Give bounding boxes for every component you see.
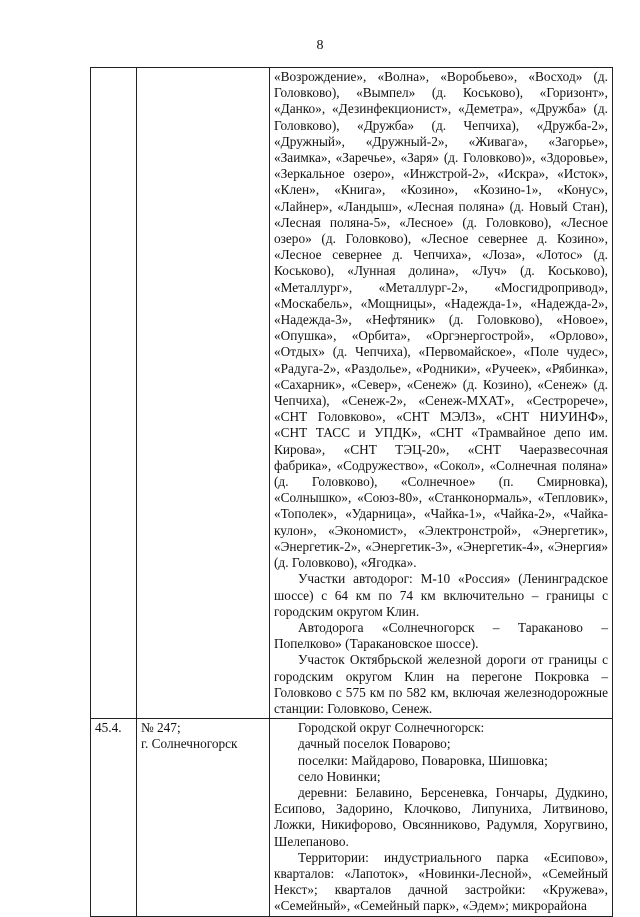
description-paragraph: «Возрождение», «Волна», «Воробьево», «Восход» (д. Головково), «Вымпел» (д. Коськово), «Горизонт», «Данко», «Дезинфекционист», «Деметра», «Дружба» (д. Головково), «Дружба» (д. Чепчиха), «Дружба-2», «Дружный», «Дружный-2», «Живага», «Загорье», «Заимка», «Заречье», «Заря» (д. Головково)», «Здоровье», «Зеркальное озеро», «Инжстрой-2», «Искра», «Исток», «Клен», «Книга», «Козино», «Козино-1», «Конус», «Лайнер», «Ландыш», «Лесная поляна» (д. Новый Стан), «Лесная поляна-5», «Лесное» (д. Головково), «Лесное озеро» (д. Головково), «Лесное севернее д. Козино», «Лесное севернее д. Чепчиха», «Лоза», «Лотос» (д. Коськово), «Лунная долина», «Луч» (д. Коськово), «Металлург», «Металлург-2», «Мосгидропривод», «Москабель», «Мощницы», «Надежда-1», «Надежда-2», «Надежда-3», «Нефтяник» (д. Головково), «Новое», «Опушка», «Орбита», «Оргэнергострой», «Орлово», «Отдых» (д. Чепчиха), «Первомайское», «Поле чудес», «Радуга-2», «Раздолье», «Родники», «Ручеек», «Рябинка», «Сахарник», «Север», «Сенеж» (д. Козино), «Сенеж» (д. Чепчиха), «Сенеж-2», «Сенеж-МХАТ», «Сестрорече», «СНТ Головково», «СНТ МЭЛЗ», «СНТ НИУИНФ», «СНТ ТАСС и УПДК», «СНТ «Трамвайное депо им. Кирова», «СНТ ТЭЦ-20», «СНТ Чаеразвесочная фабрика», «Содружество», «Сокол», «Солнечная поляна» (д. Головково), «Солнечное» (п. Смирновка), «Солнышко», «Союз-80», «Станконормаль», «Тепловик», «Тополек», «Ударница», «Чайка-1», «Чайка-2», «Чайка-кулон», «Экономист», «Электронстрой», «Энергетик», «Энергетик-2», «Энергетик-3», «Энергетик-4», «Энергия» (д. Головково), «Ягодка».	[274, 69, 608, 571]
description-paragraph: поселки: Майдарово, Поваровка, Шишовка;	[298, 752, 548, 768]
district-city: г. Солнечногорск	[141, 736, 238, 752]
row-number-cell: 45.4.	[91, 719, 137, 916]
description-paragraph: Городской округ Солнечногорск:	[298, 720, 485, 736]
district-cell	[137, 719, 270, 916]
table-row	[91, 719, 613, 916]
description-paragraph: село Новинки;	[298, 768, 381, 784]
description-paragraph: деревни: Белавино, Берсеневка, Гончары, Дудкино, Есипово, Задорино, Клочково, Липуниха, Литвиново, Ложки, Никифорово, Овсянниково, Радумля, Хоругвино, Шелепаново.	[274, 784, 608, 849]
page-number: 8	[316, 38, 324, 53]
description-paragraph: Территории: индустриального парка «Есипово», кварталов: «Лапоток», «Новинки-Лесной», «Семейный Некст»; кварталов дачной застройки: «Кружева», «Семейный», «Семейный парк», «Эдем»; микрорайона	[274, 849, 608, 914]
description-paragraph: Участки автодорог: М-10 «Россия» (Ленинградское шоссе) с 64 км по 74 км включительно – границы с городским округом Клин.	[274, 571, 608, 619]
districts-table	[90, 67, 613, 917]
district-code: № 247;	[141, 720, 181, 736]
description-paragraph: Автодорога «Солнечногорск – Тараканово – Попелково» (Таракановское шоссе).	[274, 619, 608, 652]
description-cell	[270, 68, 613, 719]
table-row	[91, 68, 613, 719]
row-number-cell	[91, 68, 137, 719]
description-cell	[270, 719, 613, 916]
description-paragraph: дачный поселок Поварово;	[298, 736, 451, 752]
district-cell	[137, 68, 270, 719]
description-paragraph: Участок Октябрьской железной дороги от границы с городским округом Клин на перегоне Покровка – Головково с 575 км по 582 км, включая железнодорожные станции: Головково, Сенеж.	[274, 652, 608, 716]
